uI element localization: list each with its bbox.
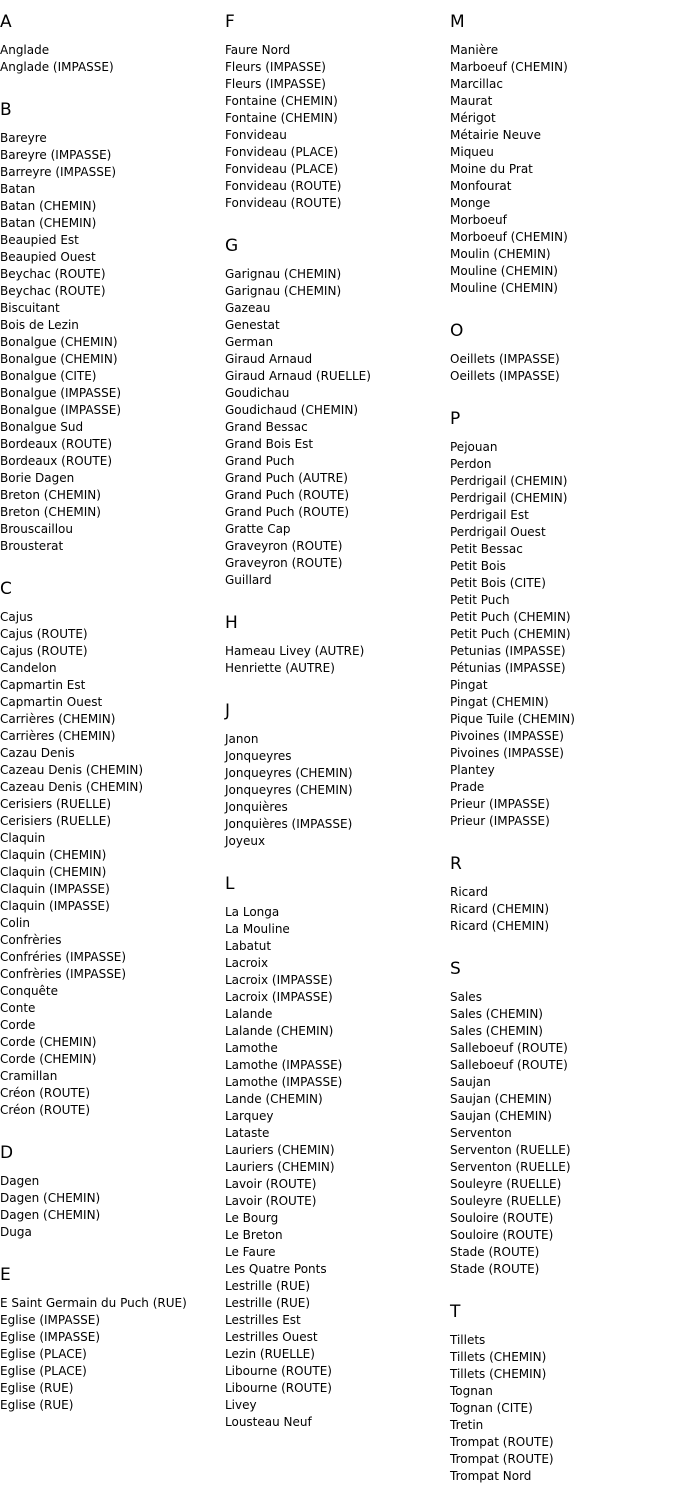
street-link[interactable]: Souleyre (RUELLE) <box>450 1177 562 1191</box>
street-link[interactable]: Brouscaillou <box>0 522 74 536</box>
street-link[interactable]: Jonquières (IMPASSE) <box>225 817 353 831</box>
letter-section <box>450 321 672 385</box>
letter-section <box>225 236 447 589</box>
street-link[interactable]: Marcillac <box>450 77 503 91</box>
letter-section <box>225 12 447 212</box>
street-link[interactable]: Pivoines (IMPASSE) <box>450 746 564 760</box>
street-list <box>450 884 672 935</box>
street-link[interactable]: Grand Puch (ROUTE) <box>225 488 350 502</box>
street-link[interactable]: Serventon (RUELLE) <box>450 1160 571 1174</box>
street-link[interactable]: Pingat <box>450 678 488 692</box>
street-link[interactable]: Lestrille (RUE) <box>225 1296 311 1310</box>
street-link[interactable]: Gratte Cap <box>225 522 291 536</box>
street-link[interactable]: Jonqueyres (CHEMIN) <box>225 766 353 780</box>
street-link[interactable]: Lauriers (CHEMIN) <box>225 1143 335 1157</box>
street-link[interactable]: Prieur (IMPASSE) <box>450 797 550 811</box>
section-letter-heading: E <box>0 1265 11 1285</box>
street-link[interactable]: Pingat (CHEMIN) <box>450 695 549 709</box>
street-link[interactable]: Claquin <box>0 831 46 845</box>
street-list <box>450 989 672 1278</box>
section-letter-heading: G <box>225 236 239 256</box>
street-link[interactable]: Breton (CHEMIN) <box>0 505 101 519</box>
street-link[interactable]: Lestrille (RUE) <box>225 1279 311 1293</box>
section-letter-heading: B <box>0 100 12 120</box>
letter-section <box>225 701 447 850</box>
street-link[interactable]: Lousteau Neuf <box>225 1415 312 1429</box>
street-link[interactable]: Bonalgue (IMPASSE) <box>0 386 122 400</box>
street-link[interactable]: Pique Tuile (CHEMIN) <box>450 712 575 726</box>
street-link[interactable]: La Mouline <box>225 922 290 936</box>
street-link[interactable]: Pétunias (IMPASSE) <box>450 661 566 675</box>
section-letter-heading: M <box>450 12 465 32</box>
street-list <box>225 643 447 677</box>
street-link[interactable]: Lande (CHEMIN) <box>225 1092 323 1106</box>
street-link[interactable]: Fontaine (CHEMIN) <box>225 111 338 125</box>
street-link[interactable]: Faure Nord <box>225 43 291 57</box>
street-link[interactable]: Petit Puch <box>450 593 510 607</box>
street-list <box>0 1173 222 1241</box>
street-link[interactable]: Créon (ROUTE) <box>0 1086 91 1100</box>
street-link[interactable]: Petit Puch (CHEMIN) <box>450 610 571 624</box>
street-link[interactable]: Bonalgue Sud <box>0 420 84 434</box>
street-link[interactable]: Lalande <box>225 1007 273 1021</box>
street-link[interactable]: Tretin <box>450 1418 484 1432</box>
street-link[interactable]: Fonvideau <box>225 128 287 142</box>
street-link[interactable]: Corde (CHEMIN) <box>0 1052 97 1066</box>
street-link[interactable]: Trompat (ROUTE) <box>450 1452 554 1466</box>
street-list <box>0 609 222 1119</box>
street-link[interactable]: Colin <box>0 916 30 930</box>
street-list <box>0 130 222 555</box>
street-link[interactable]: Eglise (RUE) <box>0 1381 74 1395</box>
street-link[interactable]: Borie Dagen <box>0 471 75 485</box>
street-list <box>225 904 447 1431</box>
street-link[interactable]: Salleboeuf (ROUTE) <box>450 1041 568 1055</box>
street-link[interactable]: Monge <box>450 196 491 210</box>
street-link[interactable]: Batan (CHEMIN) <box>0 199 97 213</box>
street-link[interactable]: Grand Bois Est <box>225 437 314 451</box>
street-list <box>225 266 447 589</box>
street-link[interactable]: Beaupied Ouest <box>0 250 96 264</box>
street-link[interactable]: Serventon <box>450 1126 512 1140</box>
street-link[interactable]: Lacroix (IMPASSE) <box>225 973 333 987</box>
street-link[interactable]: Bonalgue (CHEMIN) <box>0 335 118 349</box>
street-link[interactable]: Candelon <box>0 661 57 675</box>
street-link[interactable]: Les Quatre Ponts <box>225 1262 327 1276</box>
street-link[interactable]: Ricard <box>450 885 488 899</box>
street-link[interactable]: Petunias (IMPASSE) <box>450 644 566 658</box>
street-link[interactable]: Cramillan <box>0 1069 58 1083</box>
street-link[interactable]: Biscuitant <box>0 301 60 315</box>
letter-section <box>450 959 672 1278</box>
street-link[interactable]: Fonvideau (ROUTE) <box>225 179 342 193</box>
street-link[interactable]: Grand Bessac <box>225 420 308 434</box>
street-link[interactable]: Oeillets (IMPASSE) <box>450 369 560 383</box>
letter-section <box>0 100 222 555</box>
letter-section <box>225 874 447 1431</box>
street-link[interactable]: Tillets <box>450 1333 486 1347</box>
street-link[interactable]: Saujan (CHEMIN) <box>450 1109 552 1123</box>
street-link[interactable]: Cerisiers (RUELLE) <box>0 797 112 811</box>
street-link[interactable]: Gazeau <box>225 301 271 315</box>
street-link[interactable]: Mouline (CHEMIN) <box>450 264 558 278</box>
street-link[interactable]: Métairie Neuve <box>450 128 542 142</box>
street-link[interactable]: Garignau (CHEMIN) <box>225 267 342 281</box>
section-letter-heading: R <box>450 854 462 874</box>
street-link[interactable]: Claquin (IMPASSE) <box>0 882 110 896</box>
section-letter-heading: S <box>450 959 461 979</box>
street-link[interactable]: Saujan <box>450 1075 491 1089</box>
street-link[interactable]: Lauriers (CHEMIN) <box>225 1160 335 1174</box>
street-link[interactable]: Cazeau Denis (CHEMIN) <box>0 763 144 777</box>
street-link[interactable]: Petit Bois <box>450 559 506 573</box>
street-link[interactable]: Tognan <box>450 1384 493 1398</box>
letter-section <box>0 1143 222 1241</box>
street-link[interactable]: Eglise (IMPASSE) <box>0 1330 101 1344</box>
street-list <box>450 351 672 385</box>
street-link[interactable]: Le Bourg <box>225 1211 279 1225</box>
street-link[interactable]: Sales (CHEMIN) <box>450 1007 543 1021</box>
section-letter-heading: F <box>225 12 235 32</box>
street-link[interactable]: Jonquières <box>225 800 288 814</box>
street-link[interactable]: Perdon <box>450 457 492 471</box>
section-letter-heading: T <box>450 1302 461 1322</box>
section-letter-heading: P <box>450 409 461 429</box>
street-link[interactable]: Lalande (CHEMIN) <box>225 1024 334 1038</box>
street-link[interactable]: Souloire (ROUTE) <box>450 1211 554 1225</box>
street-link[interactable]: Le Faure <box>225 1245 276 1259</box>
street-link[interactable]: Trompat Nord <box>450 1469 532 1483</box>
street-link[interactable]: Livey <box>225 1398 257 1412</box>
street-link[interactable]: Bonalgue (IMPASSE) <box>0 403 122 417</box>
street-link[interactable]: Grand Puch <box>225 454 295 468</box>
street-link[interactable]: Cajus <box>0 610 33 624</box>
street-link[interactable]: Fleurs (IMPASSE) <box>225 77 326 91</box>
street-link[interactable]: Prade <box>450 780 485 794</box>
street-link[interactable]: Eglise (PLACE) <box>0 1364 87 1378</box>
street-link[interactable]: Cajus (ROUTE) <box>0 627 88 641</box>
street-link[interactable]: Perdrigail (CHEMIN) <box>450 474 568 488</box>
street-link[interactable]: Carrières (CHEMIN) <box>0 712 116 726</box>
street-list <box>0 1295 222 1414</box>
street-link[interactable]: Capmartin Est <box>0 678 86 692</box>
street-link[interactable]: Grand Puch (AUTRE) <box>225 471 348 485</box>
street-link[interactable]: Tillets (CHEMIN) <box>450 1367 547 1381</box>
street-link[interactable]: Corde <box>0 1018 36 1032</box>
letter-section <box>225 613 447 677</box>
street-link[interactable]: Duga <box>0 1225 32 1239</box>
street-link[interactable]: Morboeuf <box>450 213 507 227</box>
street-link[interactable]: Petit Bois (CITE) <box>450 576 546 590</box>
street-link[interactable]: Cajus (ROUTE) <box>0 644 88 658</box>
street-list <box>450 439 672 830</box>
section-letter-heading: A <box>0 12 12 32</box>
street-link[interactable]: Trompat (ROUTE) <box>450 1435 554 1449</box>
street-link[interactable]: Eglise (IMPASSE) <box>0 1313 101 1327</box>
street-link[interactable]: Beychac (ROUTE) <box>0 284 106 298</box>
street-link[interactable]: Anglade (IMPASSE) <box>0 60 114 74</box>
street-link[interactable]: Batan (CHEMIN) <box>0 216 97 230</box>
street-link[interactable]: Larquey <box>225 1109 274 1123</box>
section-letter-heading: O <box>450 321 464 341</box>
section-letter-heading: H <box>225 613 238 633</box>
street-link[interactable]: Moulin (CHEMIN) <box>450 247 551 261</box>
street-link[interactable]: Lataste <box>225 1126 270 1140</box>
street-link[interactable]: Manière <box>450 43 499 57</box>
street-link[interactable]: Bordeaux (ROUTE) <box>0 454 113 468</box>
street-link[interactable]: Genestat <box>225 318 280 332</box>
street-link[interactable]: Marboeuf (CHEMIN) <box>450 60 568 74</box>
street-link[interactable]: Lavoir (ROUTE) <box>225 1194 317 1208</box>
street-link[interactable]: Lamothe (IMPASSE) <box>225 1075 343 1089</box>
street-link[interactable]: Breton (CHEMIN) <box>0 488 101 502</box>
street-link[interactable]: Dagen (CHEMIN) <box>0 1191 101 1205</box>
street-link[interactable]: Stade (ROUTE) <box>450 1245 540 1259</box>
street-link[interactable]: Sales (CHEMIN) <box>450 1024 543 1038</box>
street-link[interactable]: Guillard <box>225 573 272 587</box>
street-link[interactable]: Plantey <box>450 763 495 777</box>
letter-section <box>450 409 672 830</box>
street-link[interactable]: Perdrigail Est <box>450 508 529 522</box>
section-letter-heading: C <box>0 579 12 599</box>
street-link[interactable]: Cazau Denis <box>0 746 75 760</box>
street-link[interactable]: Confréries (IMPASSE) <box>0 950 127 964</box>
section-letter-heading: L <box>225 874 235 894</box>
street-link[interactable]: Goudichau <box>225 386 290 400</box>
street-link[interactable]: Lezin (RUELLE) <box>225 1347 315 1361</box>
street-link[interactable]: Perdrigail Ouest <box>450 525 546 539</box>
letter-section <box>450 1302 672 1485</box>
street-link[interactable]: Confrèries (IMPASSE) <box>0 967 127 981</box>
street-link[interactable]: Jonqueyres <box>225 749 292 763</box>
street-index-column-3 <box>450 0 672 1509</box>
street-link[interactable]: Barreyre (IMPASSE) <box>0 165 117 179</box>
street-link[interactable]: Lavoir (ROUTE) <box>225 1177 317 1191</box>
street-link[interactable]: Bordeaux (ROUTE) <box>0 437 113 451</box>
street-link[interactable]: Labatut <box>225 939 272 953</box>
street-link[interactable]: Claquin (CHEMIN) <box>0 865 107 879</box>
street-link[interactable]: Sales <box>450 990 482 1004</box>
street-link[interactable]: Janon <box>225 732 259 746</box>
street-list <box>0 42 222 76</box>
street-index-column-1 <box>0 0 222 1438</box>
street-link[interactable]: Créon (ROUTE) <box>0 1103 91 1117</box>
street-link[interactable]: Libourne (ROUTE) <box>225 1364 332 1378</box>
street-link[interactable]: Corde (CHEMIN) <box>0 1035 97 1049</box>
street-link[interactable]: Fonvideau (ROUTE) <box>225 196 342 210</box>
street-link[interactable]: Mouline (CHEMIN) <box>450 281 558 295</box>
street-link[interactable]: Ricard (CHEMIN) <box>450 919 549 933</box>
street-link[interactable]: Conte <box>0 1001 36 1015</box>
street-list <box>450 42 672 297</box>
street-link[interactable]: Libourne (ROUTE) <box>225 1381 332 1395</box>
street-link[interactable]: Giraud Arnaud (RUELLE) <box>225 369 371 383</box>
street-link[interactable]: Eglise (PLACE) <box>0 1347 87 1361</box>
letter-section <box>450 12 672 297</box>
letter-section <box>0 579 222 1119</box>
street-link[interactable]: Lestrilles Ouest <box>225 1330 318 1344</box>
street-link[interactable]: Carrières (CHEMIN) <box>0 729 116 743</box>
street-link[interactable]: Dagen (CHEMIN) <box>0 1208 101 1222</box>
street-link[interactable]: La Longa <box>225 905 280 919</box>
street-link[interactable]: Miqueu <box>450 145 494 159</box>
street-link[interactable]: Lamothe (IMPASSE) <box>225 1058 343 1072</box>
letter-section <box>0 1265 222 1414</box>
street-link[interactable]: Lacroix <box>225 956 269 970</box>
street-link[interactable]: Anglade <box>0 43 50 57</box>
street-link[interactable]: Tognan (CITE) <box>450 1401 533 1415</box>
street-link[interactable]: Goudichaud (CHEMIN) <box>225 403 359 417</box>
street-link[interactable]: Mérigot <box>450 111 496 125</box>
street-link[interactable]: Capmartin Ouest <box>0 695 103 709</box>
section-letter-heading: J <box>225 701 231 721</box>
street-link[interactable]: Bareyre <box>0 131 47 145</box>
street-index-column-2 <box>225 0 447 1455</box>
letter-section <box>0 12 222 76</box>
street-link[interactable]: Joyeux <box>225 834 266 848</box>
street-link[interactable]: Beaupied Est <box>0 233 79 247</box>
street-link[interactable]: Oeillets (IMPASSE) <box>450 352 560 366</box>
street-link[interactable]: Prieur (IMPASSE) <box>450 814 550 828</box>
street-link[interactable]: Giraud Arnaud <box>225 352 313 366</box>
street-link[interactable]: Cazeau Denis (CHEMIN) <box>0 780 144 794</box>
street-link[interactable]: Saujan (CHEMIN) <box>450 1092 552 1106</box>
street-link[interactable]: Graveyron (ROUTE) <box>225 556 343 570</box>
street-link[interactable]: Moine du Prat <box>450 162 533 176</box>
street-link[interactable]: Fleurs (IMPASSE) <box>225 60 326 74</box>
street-link[interactable]: Le Breton <box>225 1228 283 1242</box>
street-link[interactable]: Jonqueyres (CHEMIN) <box>225 783 353 797</box>
street-link[interactable]: Petit Bessac <box>450 542 523 556</box>
street-link[interactable]: Cerisiers (RUELLE) <box>0 814 112 828</box>
street-link[interactable]: Salleboeuf (ROUTE) <box>450 1058 568 1072</box>
street-link[interactable]: Henriette (AUTRE) <box>225 661 335 675</box>
street-link[interactable]: Lacroix (IMPASSE) <box>225 990 333 1004</box>
street-link[interactable]: German <box>225 335 274 349</box>
street-list <box>225 731 447 850</box>
street-link[interactable]: Hameau Livey (AUTRE) <box>225 644 365 658</box>
street-link[interactable]: Souleyre (RUELLE) <box>450 1194 562 1208</box>
street-link[interactable]: Fonvideau (PLACE) <box>225 145 339 159</box>
street-link[interactable]: Bareyre (IMPASSE) <box>0 148 112 162</box>
street-link[interactable]: Serventon (RUELLE) <box>450 1143 571 1157</box>
street-link[interactable]: Bonalgue (CHEMIN) <box>0 352 118 366</box>
street-link[interactable]: Graveyron (ROUTE) <box>225 539 343 553</box>
street-link[interactable]: Lestrilles Est <box>225 1313 301 1327</box>
street-link[interactable]: Pejouan <box>450 440 498 454</box>
street-link[interactable]: Beychac (ROUTE) <box>0 267 106 281</box>
street-list <box>225 42 447 212</box>
street-link[interactable]: Conquête <box>0 984 59 998</box>
letter-section <box>450 854 672 935</box>
street-link[interactable]: Brousterat <box>0 539 64 553</box>
street-link[interactable]: Claquin (CHEMIN) <box>0 848 107 862</box>
street-link[interactable]: Confrèries <box>0 933 62 947</box>
street-link[interactable]: Maurat <box>450 94 493 108</box>
section-letter-heading: D <box>0 1143 14 1163</box>
street-link[interactable]: Lamothe <box>225 1041 278 1055</box>
street-link[interactable]: Batan <box>0 182 36 196</box>
street-link[interactable]: Tillets (CHEMIN) <box>450 1350 547 1364</box>
street-link[interactable]: Fonvideau (PLACE) <box>225 162 339 176</box>
street-link[interactable]: Claquin (IMPASSE) <box>0 899 110 913</box>
street-link[interactable]: Morboeuf (CHEMIN) <box>450 230 568 244</box>
street-link[interactable]: Pivoines (IMPASSE) <box>450 729 564 743</box>
street-link[interactable]: Garignau (CHEMIN) <box>225 284 342 298</box>
street-link[interactable]: Monfourat <box>450 179 512 193</box>
street-link[interactable]: Fontaine (CHEMIN) <box>225 94 338 108</box>
street-link[interactable]: Dagen <box>0 1174 40 1188</box>
street-link[interactable]: Bois de Lezin <box>0 318 79 332</box>
street-link[interactable]: Grand Puch (ROUTE) <box>225 505 350 519</box>
street-link[interactable]: Perdrigail (CHEMIN) <box>450 491 568 505</box>
street-link[interactable]: Bonalgue (CITE) <box>0 369 97 383</box>
street-link[interactable]: Stade (ROUTE) <box>450 1262 540 1276</box>
street-link[interactable]: Ricard (CHEMIN) <box>450 902 549 916</box>
street-link[interactable]: Souloire (ROUTE) <box>450 1228 554 1242</box>
street-list <box>450 1332 672 1485</box>
street-link[interactable]: Petit Puch (CHEMIN) <box>450 627 571 641</box>
street-link[interactable]: Eglise (RUE) <box>0 1398 74 1412</box>
street-link[interactable]: E Saint Germain du Puch (RUE) <box>0 1296 187 1310</box>
